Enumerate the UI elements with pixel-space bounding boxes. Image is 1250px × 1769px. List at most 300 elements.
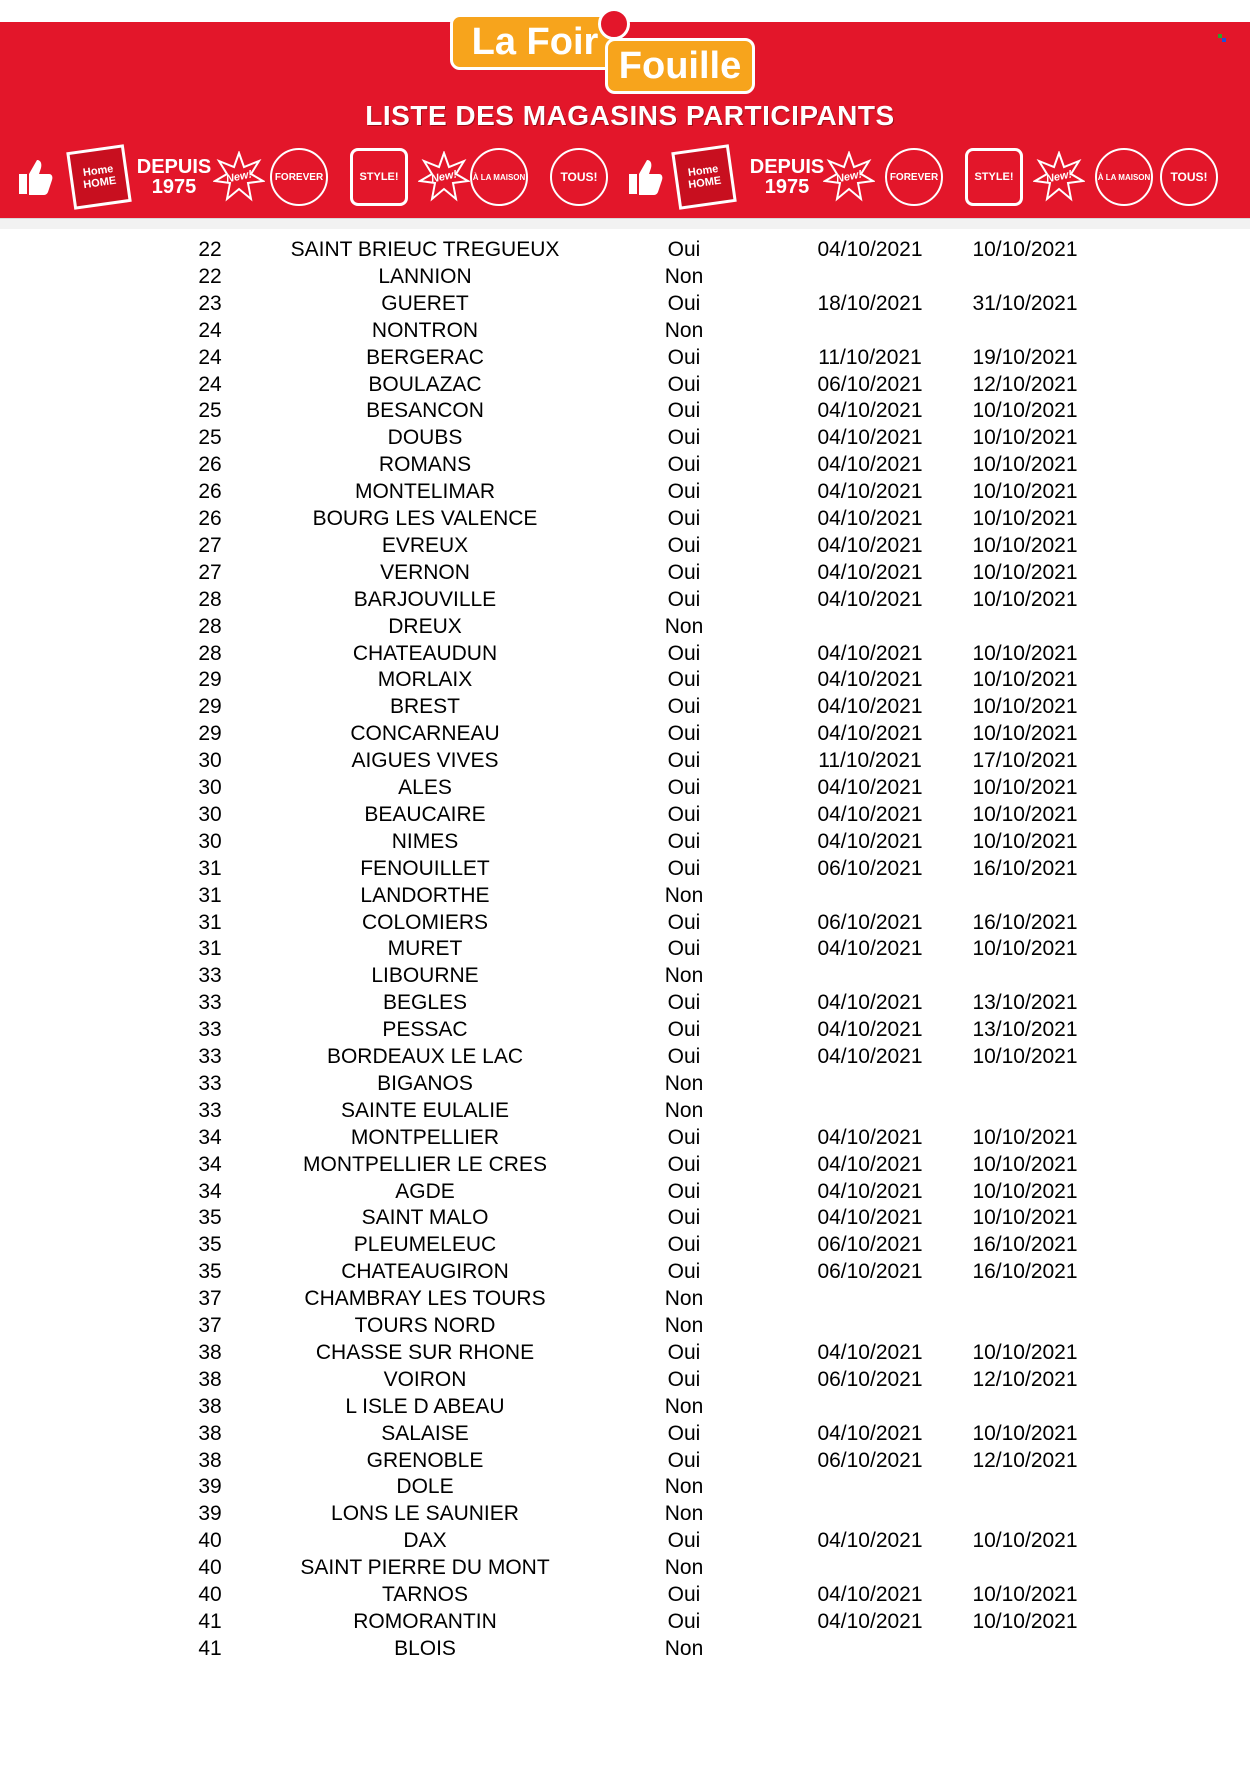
store-row [0,1581,1250,1608]
store-name: BORDEAUX LE LAC [326,1045,524,1068]
store-name: COLOMIERS [361,910,489,934]
store-row [0,1151,1250,1178]
participation-status: Non [664,1287,704,1311]
store-name: ROMORANTIN [353,1609,497,1633]
end-date: 10/10/2021 [972,722,1078,746]
end-date: 10/10/2021 [972,1152,1078,1176]
badge-label: DEPUIS 1975 [136,156,212,198]
department-number: 33 [198,1018,222,1042]
department-number: 40 [198,1583,222,1606]
start-date: 04/10/2021 [817,829,923,853]
store-name: CHATEAUDUN [352,641,498,665]
store-name: TARNOS [382,1583,468,1606]
store-row [0,1447,1250,1474]
end-date: 10/10/2021 [972,695,1078,719]
store-name: LANNION [378,264,472,288]
store-row [0,1473,1250,1500]
end-date: 10/10/2021 [972,587,1078,611]
department-number: 27 [198,560,222,584]
participation-status: Oui [667,1018,701,1042]
end-date: 10/10/2021 [972,1125,1078,1149]
start-date: 04/10/2021 [817,991,923,1015]
start-date: 04/10/2021 [817,587,923,611]
participation-status: Oui [667,776,701,799]
end-date: 10/10/2021 [972,1421,1078,1445]
participation-status: Non [664,1394,704,1418]
store-row [0,828,1250,855]
badge-label: New! [224,168,254,186]
participation-status: Oui [667,1125,701,1149]
start-date: 04/10/2021 [817,1609,923,1633]
participation-status: Oui [667,345,701,369]
department-number: 31 [198,856,222,880]
store-name: CHASSE SUR RHONE [315,1340,535,1364]
participation-status: Non [664,264,704,288]
store-row [0,1070,1250,1097]
start-date: 04/10/2021 [817,399,923,423]
home-sweet-home-badge [671,144,737,210]
department-number: 37 [198,1314,222,1337]
participation-status: Non [664,1636,704,1660]
new-star-badge [1030,148,1088,206]
participation-status: Non [664,318,704,342]
participation-status: Non [664,1314,704,1337]
store-row [0,613,1250,640]
store-name: BIGANOS [377,1071,473,1095]
store-name: BARJOUVILLE [353,587,497,611]
participation-status: Oui [667,560,701,584]
store-row [0,882,1250,909]
start-date: 04/10/2021 [817,937,923,961]
store-name: CONCARNEAU [350,722,500,746]
store-row [0,989,1250,1016]
participation-status: Oui [667,991,701,1015]
department-number: 30 [198,776,222,799]
department-number: 24 [198,372,222,396]
store-name: CHATEAUGIRON [341,1260,509,1284]
store-row [0,801,1250,828]
end-date: 16/10/2021 [972,856,1078,880]
tous-badge [1160,148,1218,206]
store-row [0,505,1250,532]
forever-badge [885,148,943,206]
store-name: ROMANS [378,453,472,477]
store-row [0,263,1250,290]
logo-text-part2: Fouille [605,38,755,94]
store-name: MURET [387,937,463,961]
department-number: 30 [198,829,222,853]
participation-status: Oui [667,1529,701,1553]
end-date: 10/10/2021 [972,480,1078,504]
store-name: SALAISE [381,1421,469,1445]
store-name: NONTRON [371,318,479,342]
depuis-1975-badge [749,148,825,206]
participation-status: Oui [667,1367,701,1391]
department-number: 29 [198,695,222,719]
store-name: GRENOBLE [366,1448,484,1472]
store-row [0,317,1250,344]
start-date: 11/10/2021 [818,749,922,773]
start-date: 04/10/2021 [817,480,923,504]
store-row [0,720,1250,747]
badge-label: New! [834,168,864,186]
start-date: 06/10/2021 [817,910,923,934]
store-name: BOURG LES VALENCE [312,507,538,530]
badge-label: STYLE! [359,171,399,183]
department-number: 29 [198,722,222,746]
store-row [0,1527,1250,1554]
store-row [0,1500,1250,1527]
badge-label: TOUS! [560,170,598,184]
store-row [0,1043,1250,1070]
store-row [0,962,1250,989]
start-date: 04/10/2021 [817,802,923,826]
start-date: 04/10/2021 [817,1179,923,1203]
store-name: TOURS NORD [354,1314,496,1337]
participation-status: Non [664,883,704,907]
department-number: 28 [198,587,222,611]
department-number: 38 [198,1367,222,1391]
store-row [0,1554,1250,1581]
store-name: GUERET [381,291,469,315]
end-date: 10/10/2021 [972,1609,1078,1633]
store-row [0,774,1250,801]
store-name: MONTPELLIER [350,1125,500,1149]
participation-status: Oui [667,1340,701,1364]
start-date: 04/10/2021 [817,1421,923,1445]
participation-status: Oui [667,1421,701,1445]
participation-status: Oui [667,722,701,746]
store-row [0,1204,1250,1231]
start-date: 04/10/2021 [817,1045,923,1068]
start-date: 04/10/2021 [817,1340,923,1364]
department-number: 38 [198,1421,222,1445]
tous-badge [550,148,608,206]
store-row [0,424,1250,451]
participation-status: Non [664,1502,704,1526]
start-date: 04/10/2021 [817,722,923,746]
store-name: CHAMBRAY LES TOURS [304,1287,546,1311]
store-name: DOUBS [387,426,463,450]
participation-status: Oui [667,1045,701,1068]
badge-label: Home HOME [687,162,723,192]
store-row [0,1608,1250,1635]
participation-status: Oui [667,1233,701,1257]
participation-status: Oui [667,372,701,396]
store-name: BEAUCAIRE [364,802,486,826]
department-number: 38 [198,1448,222,1472]
end-date: 16/10/2021 [972,1233,1078,1257]
store-row [0,371,1250,398]
style-badge [350,148,408,206]
store-row [0,1366,1250,1393]
store-row [0,397,1250,424]
department-number: 33 [198,1045,222,1068]
start-date: 04/10/2021 [817,453,923,477]
start-date: 04/10/2021 [817,695,923,719]
department-number: 33 [198,991,222,1015]
participation-status: Oui [667,1206,701,1230]
store-name: BLOIS [394,1636,456,1660]
end-date: 10/10/2021 [972,641,1078,665]
department-number: 31 [198,883,222,907]
end-date: 12/10/2021 [972,372,1078,396]
store-name: VERNON [380,560,470,584]
end-date: 10/10/2021 [972,937,1078,961]
end-date: 19/10/2021 [972,345,1078,369]
store-row [0,693,1250,720]
participation-status: Oui [667,291,701,315]
department-number: 34 [198,1179,222,1203]
store-name: NIMES [391,829,459,853]
decorative-badge-strip [0,142,1250,218]
la-foirfouille-logo [450,8,760,98]
store-row [0,1393,1250,1420]
store-name: BERGERAC [366,345,484,369]
start-date: 04/10/2021 [817,507,923,530]
end-date: 12/10/2021 [972,1448,1078,1472]
store-name: SAINTE EULALIE [340,1098,510,1122]
store-name: LIBOURNE [371,964,479,988]
participation-status: Oui [667,1583,701,1606]
department-number: 35 [198,1233,222,1257]
end-date: 10/10/2021 [972,507,1078,530]
start-date: 06/10/2021 [817,1260,923,1284]
participation-status: Oui [667,641,701,665]
participation-status: Oui [667,749,701,773]
participation-status: Non [664,1475,704,1499]
participation-status: Non [664,964,704,988]
store-row [0,909,1250,936]
start-date: 04/10/2021 [817,776,923,799]
participation-status: Oui [667,399,701,423]
start-date: 04/10/2021 [817,1018,923,1042]
participation-status: Oui [667,507,701,530]
start-date: 04/10/2021 [817,1152,923,1176]
department-number: 30 [198,802,222,826]
participation-status: Non [664,1556,704,1580]
store-row [0,1312,1250,1339]
page-title: LISTE DES MAGASINS PARTICIPANTS [365,100,895,131]
badge-label: STYLE! [974,171,1014,183]
store-name: PLEUMELEUC [353,1233,497,1257]
style-badge [965,148,1023,206]
store-row [0,1178,1250,1205]
store-name: MONTPELLIER LE CRES [303,1152,547,1176]
participation-status: Oui [667,802,701,826]
department-number: 27 [198,533,222,557]
start-date: 04/10/2021 [817,641,923,665]
store-name: SAINT PIERRE DU MONT [300,1556,550,1580]
store-row [0,532,1250,559]
new-star-badge [820,148,878,206]
participation-status: Oui [667,1260,701,1284]
store-row [0,935,1250,962]
start-date: 04/10/2021 [817,1206,923,1230]
end-date: 10/10/2021 [972,776,1078,799]
end-date: 10/10/2021 [972,1340,1078,1364]
department-number: 40 [198,1556,222,1580]
department-number: 41 [198,1636,222,1660]
department-number: 33 [198,1071,222,1095]
store-name: DREUX [388,614,462,638]
department-number: 41 [198,1609,222,1633]
participation-status: Oui [667,695,701,719]
start-date: 06/10/2021 [817,856,923,880]
thumbs-up-icon [615,148,673,206]
store-name: AGDE [395,1179,455,1203]
department-number: 35 [198,1206,222,1230]
store-name: VOIRON [383,1367,467,1391]
end-date: 10/10/2021 [972,238,1078,261]
store-name: FENOUILLET [360,856,490,880]
participation-status: Oui [667,426,701,450]
end-date: 31/10/2021 [972,291,1078,315]
department-number: 34 [198,1152,222,1176]
department-number: 31 [198,910,222,934]
end-date: 10/10/2021 [972,453,1078,477]
store-name: LONS LE SAUNIER [331,1502,519,1526]
store-name: AIGUES VIVES [351,749,499,773]
end-date: 13/10/2021 [972,1018,1078,1042]
new-star-badge [415,148,473,206]
department-number: 40 [198,1529,222,1553]
store-name: EVREUX [381,533,469,557]
store-row [0,586,1250,613]
start-date: 06/10/2021 [817,1367,923,1391]
store-row [0,1339,1250,1366]
badge-label: DEPUIS 1975 [749,156,825,198]
store-row [0,1285,1250,1312]
store-name: MONTELIMAR [354,480,495,504]
department-number: 35 [198,1260,222,1284]
start-date: 04/10/2021 [817,533,923,557]
start-date: 06/10/2021 [817,1448,923,1472]
start-date: 04/10/2021 [817,426,923,450]
department-number: 34 [198,1125,222,1149]
start-date: 06/10/2021 [817,372,923,396]
end-date: 10/10/2021 [972,1583,1078,1606]
participation-status: Oui [667,453,701,477]
store-row [0,1420,1250,1447]
store-row [0,290,1250,317]
end-date: 16/10/2021 [972,1260,1078,1284]
thumbs-up-icon [5,148,63,206]
department-number: 38 [198,1340,222,1364]
store-row [0,451,1250,478]
department-number: 22 [198,264,222,288]
participation-status: Oui [667,587,701,611]
department-number: 29 [198,668,222,692]
badge-label: TOUS! [1170,170,1208,184]
badge-label: New! [429,168,459,186]
start-date: 04/10/2021 [817,1583,923,1606]
store-row [0,236,1250,263]
department-number: 25 [198,399,222,423]
department-number: 39 [198,1502,222,1526]
store-name: L ISLE D ABEAU [345,1394,505,1418]
start-date: 04/10/2021 [817,238,923,261]
end-date: 10/10/2021 [972,802,1078,826]
end-date: 10/10/2021 [972,1179,1078,1203]
start-date: 18/10/2021 [817,291,923,315]
end-date: 10/10/2021 [972,426,1078,450]
participation-status: Oui [667,1448,701,1472]
department-number: 25 [198,426,222,450]
start-date: 04/10/2021 [817,668,923,692]
department-number: 26 [198,507,222,530]
home-sweet-home-badge [66,144,132,210]
department-number: 38 [198,1394,222,1418]
department-number: 24 [198,345,222,369]
department-number: 31 [198,937,222,961]
participation-status: Oui [667,533,701,557]
department-number: 23 [198,291,222,315]
end-date: 10/10/2021 [972,1529,1078,1553]
participation-status: Oui [667,1152,701,1176]
forever-badge [270,148,328,206]
store-row [0,344,1250,371]
department-number: 28 [198,614,222,638]
participation-status: Non [664,1071,704,1095]
end-date: 17/10/2021 [972,749,1078,773]
participation-status: Oui [667,856,701,880]
store-name: BREST [389,695,460,719]
participation-status: Oui [667,480,701,504]
store-name: DOLE [396,1475,454,1499]
store-name: MORLAIX [377,668,473,692]
end-date: 10/10/2021 [972,399,1078,423]
start-date: 11/10/2021 [818,345,922,369]
participation-status: Oui [667,910,701,934]
department-number: 26 [198,480,222,504]
start-date: 04/10/2021 [817,1125,923,1149]
store-name: BEGLES [382,991,468,1015]
end-date: 10/10/2021 [972,829,1078,853]
flag-icon [1218,34,1226,42]
fete-maison-badge [1095,148,1153,206]
store-row [0,747,1250,774]
store-name: DAX [403,1529,447,1553]
start-date: 04/10/2021 [817,560,923,584]
store-row [0,559,1250,586]
badge-label: FOREVER [889,171,939,183]
participation-status: Oui [667,1179,701,1203]
start-date: 04/10/2021 [817,1529,923,1553]
store-row [0,640,1250,667]
logo-balloon-icon [598,8,630,40]
store-row [0,1124,1250,1151]
badge-label: FOREVER [274,171,324,183]
banner-divider [0,218,1250,229]
store-row [0,1016,1250,1043]
department-number: 22 [198,238,222,261]
store-row [0,1258,1250,1285]
badge-label: New! [1044,168,1074,186]
new-star-badge [210,148,268,206]
fete-maison-badge [470,148,528,206]
participation-status: Oui [667,238,701,261]
participation-status: Non [664,614,704,638]
end-date: 10/10/2021 [972,533,1078,557]
end-date: 10/10/2021 [972,668,1078,692]
store-name: LANDORTHE [360,883,490,907]
store-row [0,1635,1250,1662]
store-row [0,855,1250,882]
department-number: 30 [198,749,222,773]
department-number: 37 [198,1287,222,1311]
participation-status: Oui [667,937,701,961]
